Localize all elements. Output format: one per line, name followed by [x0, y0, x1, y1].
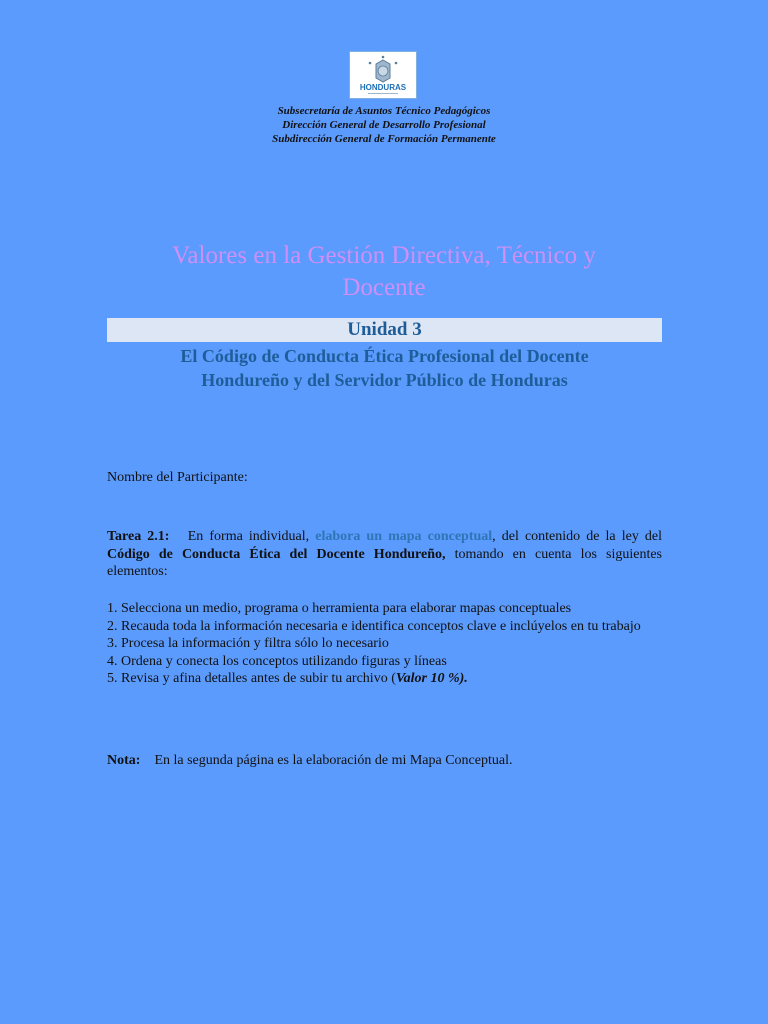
list-item	[107, 670, 662, 688]
list-item-number: 5.	[107, 671, 118, 686]
task-label: Tarea 2.1:	[107, 529, 170, 544]
list-item-number: 1.	[107, 601, 118, 616]
unit-subtitle-line-2: Hondureño y del Servidor Público de Honduras	[201, 370, 568, 390]
list-item	[107, 635, 662, 653]
list-item-number: 3.	[107, 636, 118, 651]
unit-subtitle	[107, 344, 662, 392]
task-highlight: elabora un mapa conceptual	[315, 529, 493, 544]
header-line-3: Subdirección General de Formación Permanente	[272, 133, 496, 145]
list-item-text: Selecciona un medio, programa o herramienta para elaborar mapas conceptuales	[121, 601, 572, 616]
list-item	[107, 653, 662, 671]
unit-subtitle-line-1: El Código de Conducta Ética Profesional del Docente	[180, 346, 589, 366]
list-item-number: 4.	[107, 653, 118, 669]
task-text-a: En forma individual,	[187, 529, 310, 544]
header-line-1: Subsecretaría de Asuntos Técnico Pedagógicos	[277, 105, 491, 117]
course-title-line-2: Docente	[342, 274, 426, 301]
task-code-name: Código de Conducta Ética del Docente Hondureño,	[107, 546, 446, 562]
course-title	[110, 240, 658, 304]
header-line-2: Dirección General de Desarrollo Profesional	[282, 119, 486, 131]
list-item-text: Revisa y afina detalles antes de subir tu archivo (	[121, 671, 396, 686]
course-title-line-1: Valores en la Gestión Directiva, Técnico y	[172, 242, 596, 269]
coat-of-arms-icon	[369, 56, 398, 82]
note-text: En la segunda página es la elaboración de mi Mapa Conceptual.	[154, 753, 513, 768]
value-percentage: Valor 10 %).	[395, 671, 468, 686]
logo-text: HONDURAS	[359, 83, 407, 92]
list-item-text: Recauda toda la información necesaria e identifica conceptos clave e inclúyelos en tu trabajo	[121, 618, 641, 634]
task-paragraph	[107, 528, 662, 581]
unit-label: Unidad 3	[107, 318, 662, 342]
institution-header	[0, 104, 768, 146]
steps-list	[107, 600, 662, 688]
task-text-c: tomando en cuenta los siguientes elementos:	[107, 546, 662, 579]
list-item-text: Ordena y conecta los conceptos utilizando figuras y líneas	[121, 653, 447, 669]
list-item-number: 2.	[107, 618, 118, 634]
list-item-text: Procesa la información y filtra sólo lo necesario	[121, 636, 389, 651]
list-item	[107, 600, 662, 618]
note-label: Nota:	[107, 753, 141, 768]
honduras-logo	[349, 51, 417, 99]
note-paragraph	[107, 752, 662, 770]
list-item	[107, 618, 662, 636]
task-text-b: , del contenido de la ley del	[492, 529, 662, 544]
participant-name-label: Nombre del Participante:	[107, 470, 248, 485]
